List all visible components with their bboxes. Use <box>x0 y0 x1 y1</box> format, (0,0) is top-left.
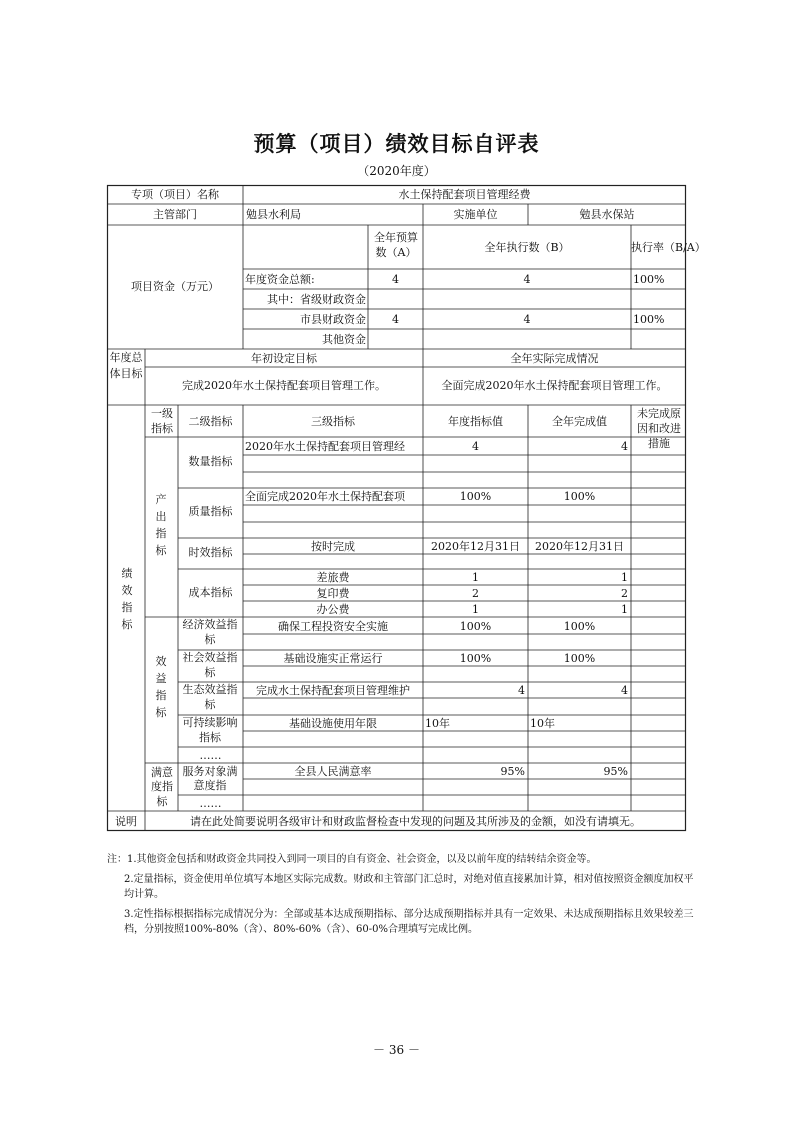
goals-label: 年度总体目标 <box>109 351 143 380</box>
quantity-label: 数量指标 <box>188 455 233 468</box>
remark-label: 说明 <box>115 815 137 828</box>
cost2-name: 复印费 <box>316 587 350 600</box>
dept-label: 主管部门 <box>153 208 197 221</box>
note-1: 注：1.其他资金包括和财政资金共同投入到同一项目的自有资金、社会资金，以及以前年度的结转结余资金等。 <box>107 854 597 865</box>
sat-name: 全县人民满意率 <box>294 765 372 778</box>
funds-col-a: 全年预算数（A） <box>374 231 418 259</box>
cost3-name: 办公费 <box>316 603 350 616</box>
funds-row-city-a: 4 <box>392 313 399 326</box>
h-actual: 全年完成值 <box>552 415 607 428</box>
qual-actual: 100% <box>563 490 596 503</box>
econ-actual: 100% <box>563 620 596 633</box>
note-3: 3.定性指标根据指标完成情况分为：全部或基本达成预期指标、部分达成预期指标并具有一定效果、未达成预期指标且效果较差三档，分别按照100%-80%（含）、80%-60%（含）、60-0%合理填写完成比例。 <box>124 908 694 935</box>
econ-name: 确保工程投资安全实施 <box>278 620 388 633</box>
qual-target: 100% <box>459 490 492 503</box>
time-actual: 2020年12月31日 <box>535 540 624 553</box>
sus-actual: 10年 <box>530 717 555 730</box>
qty-target: 4 <box>472 440 479 453</box>
eco-target: 4 <box>518 684 525 697</box>
qty-actual: 4 <box>621 440 628 453</box>
funds-row-total-label: 年度资金总额: <box>245 273 315 286</box>
sat-target: 95% <box>500 765 525 778</box>
h-level2: 二级指标 <box>188 415 233 428</box>
eco-name: 完成水土保持配套项目管理维护 <box>256 684 410 697</box>
page-number: － 36 － <box>373 1043 420 1057</box>
cost2-actual: 2 <box>621 587 628 600</box>
satisfaction-label: 满意度指标 <box>151 766 173 808</box>
econ-target: 100% <box>459 620 492 633</box>
qual-name: 全面完成2020年水土保持配套项 <box>245 490 405 503</box>
funds-row-total-a: 4 <box>392 273 399 286</box>
impl-label: 实施单位 <box>453 208 498 221</box>
timeliness-label: 时效指标 <box>188 546 233 559</box>
soc-actual: 100% <box>563 652 596 665</box>
page-subtitle: （2020年度） <box>357 164 436 178</box>
sat-ellipsis: …… <box>199 797 222 810</box>
funds-row-total-b: 4 <box>523 273 531 286</box>
h-level1: 一级指标 <box>151 407 173 435</box>
sus-name: 基础设施使用年限 <box>289 717 377 730</box>
soc-name: 基础设施实正常运行 <box>283 652 383 665</box>
h-target: 年度指标值 <box>448 415 503 428</box>
quality-label: 质量指标 <box>188 505 233 518</box>
qty-name: 2020年水土保持配套项目管理经 <box>245 440 405 453</box>
ecological-label: 生态效益指标 <box>182 683 238 711</box>
output-label: 产出指标 <box>155 493 167 558</box>
sustainable-label: 可持续影响指标 <box>182 716 238 744</box>
goals-actual-header: 全年实际完成情况 <box>510 352 599 365</box>
eco-actual: 4 <box>621 684 628 697</box>
funds-row-other-label: 其他资金 <box>322 333 366 346</box>
goals-plan-header: 年初设定目标 <box>251 352 317 365</box>
cost1-target: 1 <box>472 571 479 584</box>
note-2: 2.定量指标，资金使用单位填写本地区实际完成数。财政和主管部门汇总时，对绝对值直接累加计算，相对值按照资金额度加权平均计算。 <box>124 873 694 900</box>
social-label: 社会效益指标 <box>182 651 238 679</box>
cost2-target: 2 <box>472 587 479 600</box>
cost1-name: 差旅费 <box>316 571 350 584</box>
cost1-actual: 1 <box>621 571 628 584</box>
sat-actual: 95% <box>603 765 628 778</box>
funds-row-province-label: 其中：省级财政资金 <box>267 293 366 306</box>
goals-plan-text: 完成2020年水土保持配套项目管理工作。 <box>182 379 386 392</box>
project-name: 水土保持配套项目管理经费 <box>398 188 531 201</box>
cost-label: 成本指标 <box>188 586 233 599</box>
goals-actual-text: 全面完成2020年水土保持配套项目管理工作。 <box>441 379 668 392</box>
h-reason: 未完成原因和改进措施 <box>637 407 681 450</box>
benefit-label: 效益指标 <box>155 655 167 720</box>
page-title: 预算（项目）绩效目标自评表 <box>253 131 540 156</box>
time-target: 2020年12月31日 <box>431 540 520 553</box>
soc-target: 100% <box>459 652 492 665</box>
cost3-actual: 1 <box>621 603 628 616</box>
funds-row-city-rate: 100% <box>633 313 665 326</box>
funds-row-city-b: 4 <box>523 313 531 326</box>
h-level3: 三级指标 <box>311 415 355 428</box>
perf-label: 绩效指标 <box>121 567 133 632</box>
impl-value: 勉县水保站 <box>579 208 635 221</box>
benefit-ellipsis: …… <box>199 749 222 762</box>
funds-row-city-label: 市县财政资金 <box>300 313 366 326</box>
funds-col-rate: 执行率（B/A） <box>631 241 706 254</box>
economic-label: 经济效益指标 <box>182 618 238 646</box>
funds-col-b: 全年执行数（B） <box>484 241 570 254</box>
funds-row-total-rate: 100% <box>633 273 665 286</box>
footnotes <box>107 852 697 942</box>
funds-label: 项目资金（万元） <box>131 280 219 293</box>
sus-target: 10年 <box>425 717 450 730</box>
dept-value: 勉县水利局 <box>246 208 301 221</box>
remark-text: 请在此处简要说明各级审计和财政监督检查中发现的问题及其所涉及的金额，如没有请填无。 <box>190 815 641 828</box>
evaluation-table <box>107 185 706 831</box>
service-sat-label: 服务对象满意度指 <box>182 765 238 793</box>
time-name: 按时完成 <box>311 540 355 553</box>
project-name-label: 专项（项目）名称 <box>131 188 219 201</box>
cost3-target: 1 <box>472 603 479 616</box>
